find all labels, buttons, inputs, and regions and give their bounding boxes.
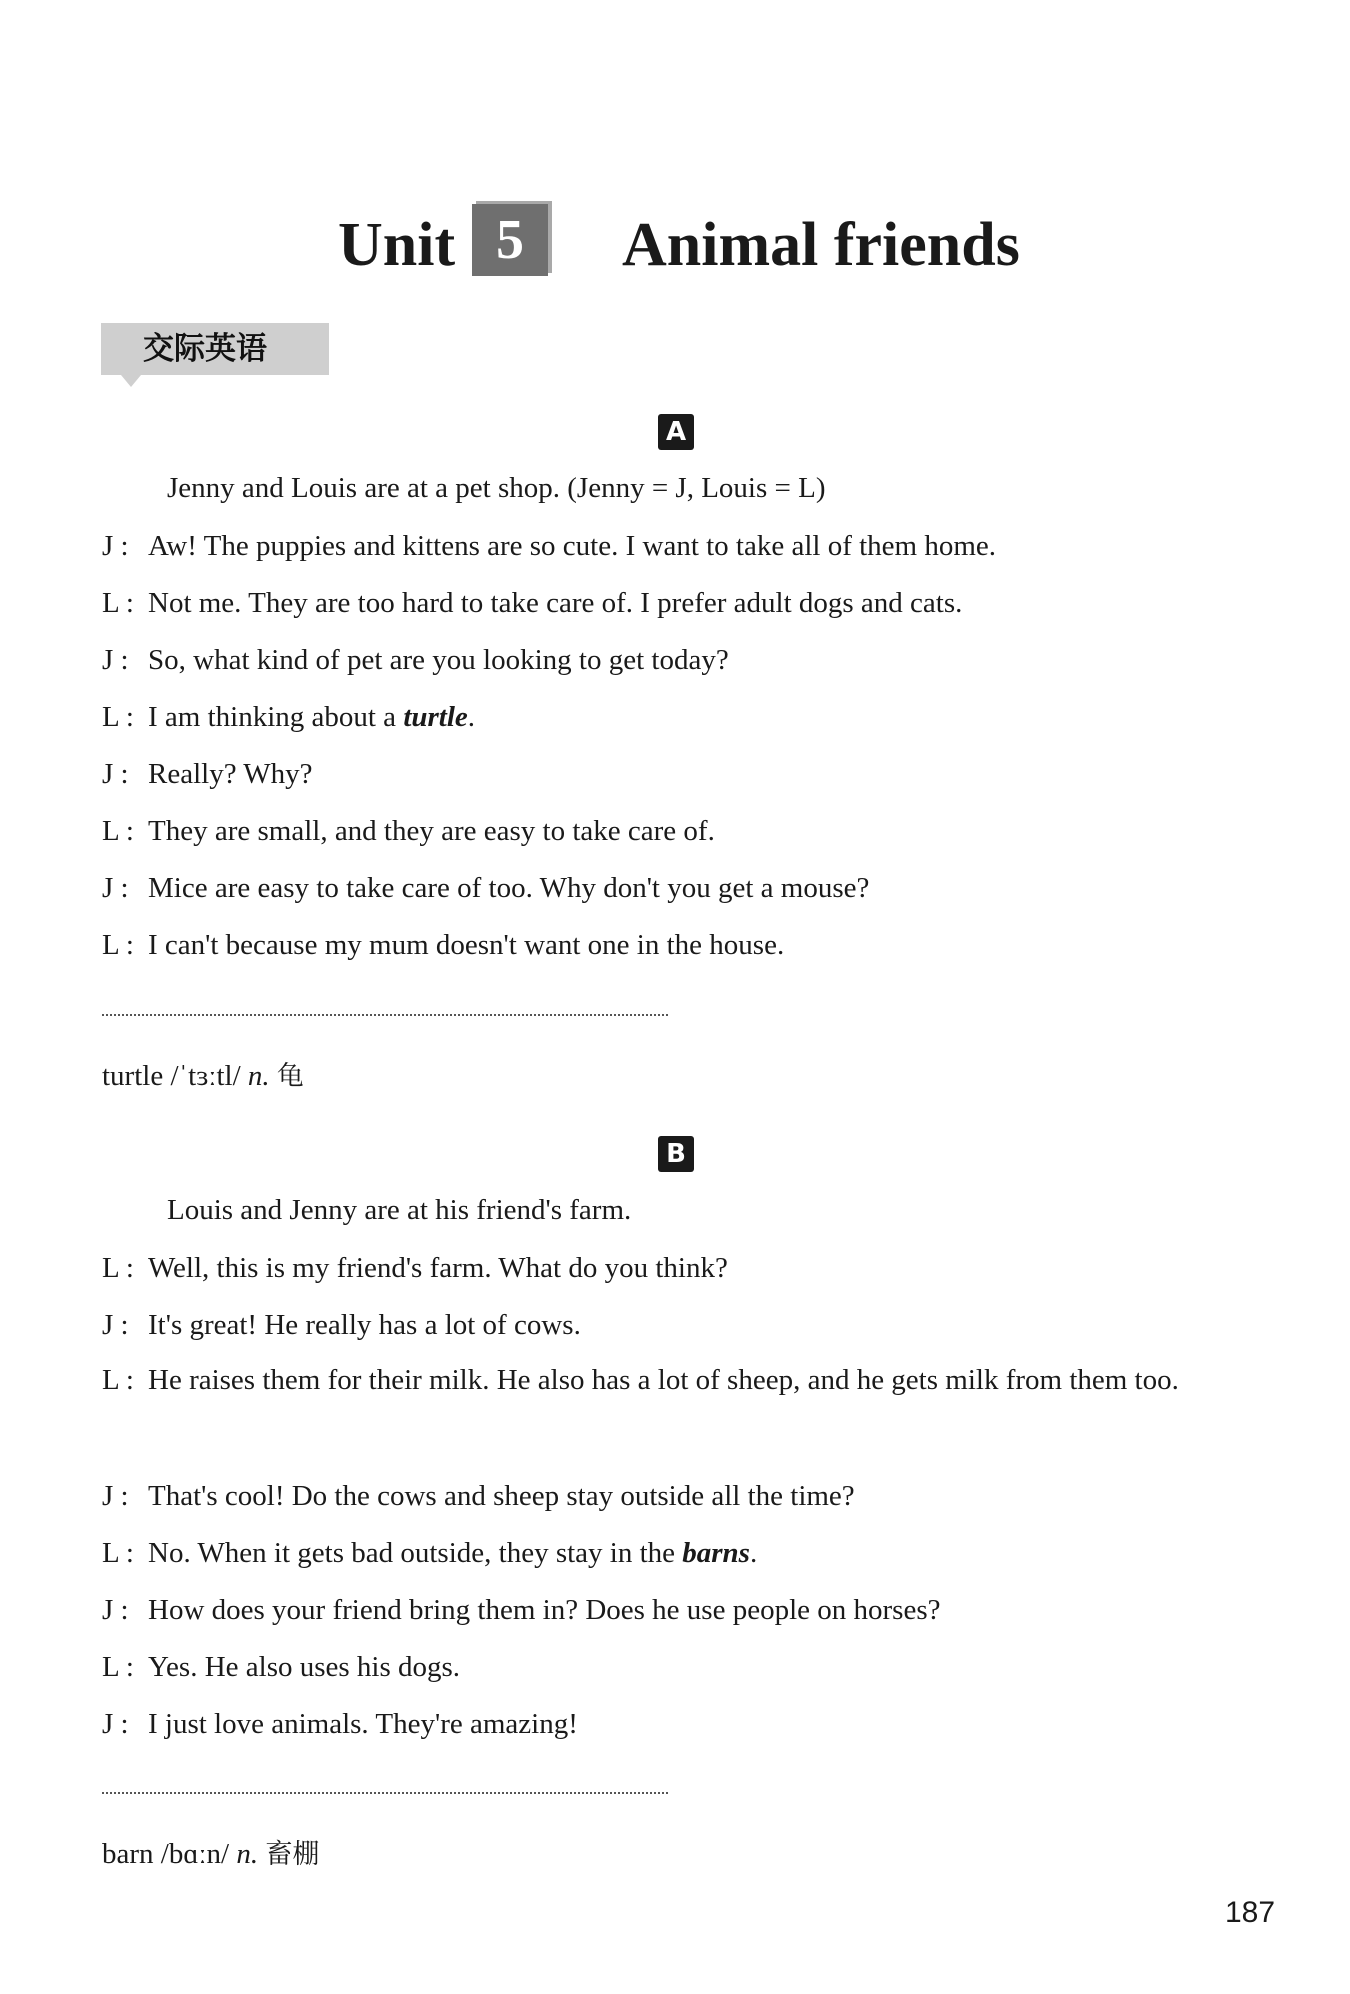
- dialogue-line: [102, 758, 1262, 791]
- vocab-phonetic: /bɑːn/: [160, 1838, 230, 1870]
- footnote-divider: [102, 1792, 668, 1794]
- line-text: Aw! The puppies and kittens are so cute. I want to take all of them home.: [148, 530, 997, 562]
- unit-label: Unit: [338, 211, 456, 279]
- dialogue-line: [102, 1537, 1262, 1570]
- line-text-pre: No. When it gets bad outside, they stay in the: [148, 1537, 683, 1569]
- section-tag: [101, 323, 329, 375]
- line-text: I just love animals. They're amazing!: [148, 1708, 578, 1740]
- dialogue-line: [102, 929, 1262, 962]
- dialogue-line: [102, 644, 1262, 677]
- line-text: He raises them for their milk. He also has a lot of sheep, and he gets milk from them too.: [148, 1364, 1179, 1396]
- dialogue-line: [102, 1352, 1262, 1409]
- vocab-pos: n.: [247, 1060, 270, 1092]
- speaker-label: L :: [102, 587, 134, 619]
- dialogue-line: [102, 530, 1262, 563]
- line-text: How does your friend bring them in? Does he use people on horses?: [148, 1594, 941, 1626]
- dialogue-line: [102, 1594, 1262, 1627]
- line-text: Well, this is my friend's farm. What do you think?: [148, 1252, 728, 1284]
- page-number: 187: [1225, 1896, 1276, 1929]
- vocab-meaning: 龟: [276, 1061, 304, 1092]
- line-text-post: .: [467, 701, 476, 733]
- speaker-label: L :: [102, 1364, 134, 1396]
- vocab-word: barn: [102, 1838, 154, 1870]
- speaker-label: J :: [102, 872, 129, 904]
- section-a-intro: Jenny and Louis are at a pet shop. (Jenny = J, Louis = L): [167, 472, 826, 504]
- speaker-label: L :: [102, 1252, 134, 1284]
- vocab-meaning: 畜棚: [265, 1839, 320, 1870]
- line-text-post: .: [749, 1537, 758, 1569]
- speaker-label: L :: [102, 1537, 134, 1569]
- dialogue-line: [102, 1480, 1262, 1513]
- dialogue-line: [102, 1708, 1262, 1741]
- section-b-intro: Louis and Jenny are at his friend's farm.: [167, 1194, 632, 1226]
- unit-name: Animal friends: [622, 211, 1020, 279]
- vocab-word: turtle: [102, 1060, 164, 1092]
- line-text: Mice are easy to take care of too. Why don't you get a mouse?: [148, 872, 870, 904]
- section-a-badge: A: [658, 414, 694, 450]
- speaker-label: L :: [102, 815, 134, 847]
- dialogue-line: [102, 1651, 1262, 1684]
- section-tag-label: 交际英语: [143, 331, 267, 367]
- speaker-label: J :: [102, 1309, 129, 1341]
- vocab-highlight-word: turtle: [403, 701, 468, 733]
- unit-number-box: 5: [472, 204, 548, 276]
- line-text: [148, 1537, 757, 1569]
- vocab-note: [102, 1054, 304, 1093]
- dialogue-line: [102, 1309, 1262, 1342]
- line-text: Really? Why?: [148, 758, 313, 790]
- line-text: That's cool! Do the cows and sheep stay outside all the time?: [148, 1480, 855, 1512]
- footnote-divider: [102, 1014, 668, 1016]
- speaker-label: J :: [102, 644, 129, 676]
- speaker-label: L :: [102, 701, 134, 733]
- dialogue-line: [102, 815, 1262, 848]
- speaker-label: L :: [102, 1651, 134, 1683]
- speaker-label: J :: [102, 1594, 129, 1626]
- speaker-label: J :: [102, 1708, 129, 1740]
- dialogue-line: [102, 587, 1262, 620]
- section-b-badge: B: [658, 1136, 694, 1172]
- speaker-label: J :: [102, 1480, 129, 1512]
- dialogue-line: [102, 1252, 1262, 1285]
- line-text: I can't because my mum doesn't want one in the house.: [148, 929, 785, 961]
- vocab-pos: n.: [236, 1838, 259, 1870]
- line-text: Yes. He also uses his dogs.: [148, 1651, 461, 1683]
- vocab-note: [102, 1832, 319, 1871]
- line-text-pre: I am thinking about a: [148, 701, 404, 733]
- line-text: [148, 701, 475, 733]
- tag-notch-icon: [121, 375, 141, 387]
- vocab-phonetic: /ˈtɜːtl/: [170, 1060, 241, 1092]
- dialogue-line: [102, 872, 1262, 905]
- line-text: Not me. They are too hard to take care of. I prefer adult dogs and cats.: [148, 587, 963, 619]
- speaker-label: J :: [102, 530, 129, 562]
- speaker-label: L :: [102, 929, 134, 961]
- speaker-label: J :: [102, 758, 129, 790]
- dialogue-line: [102, 701, 1262, 734]
- line-text: It's great! He really has a lot of cows.: [148, 1309, 581, 1341]
- line-text: They are small, and they are easy to take care of.: [148, 815, 715, 847]
- line-text: So, what kind of pet are you looking to get today?: [148, 644, 729, 676]
- vocab-highlight-word: barns: [682, 1537, 750, 1569]
